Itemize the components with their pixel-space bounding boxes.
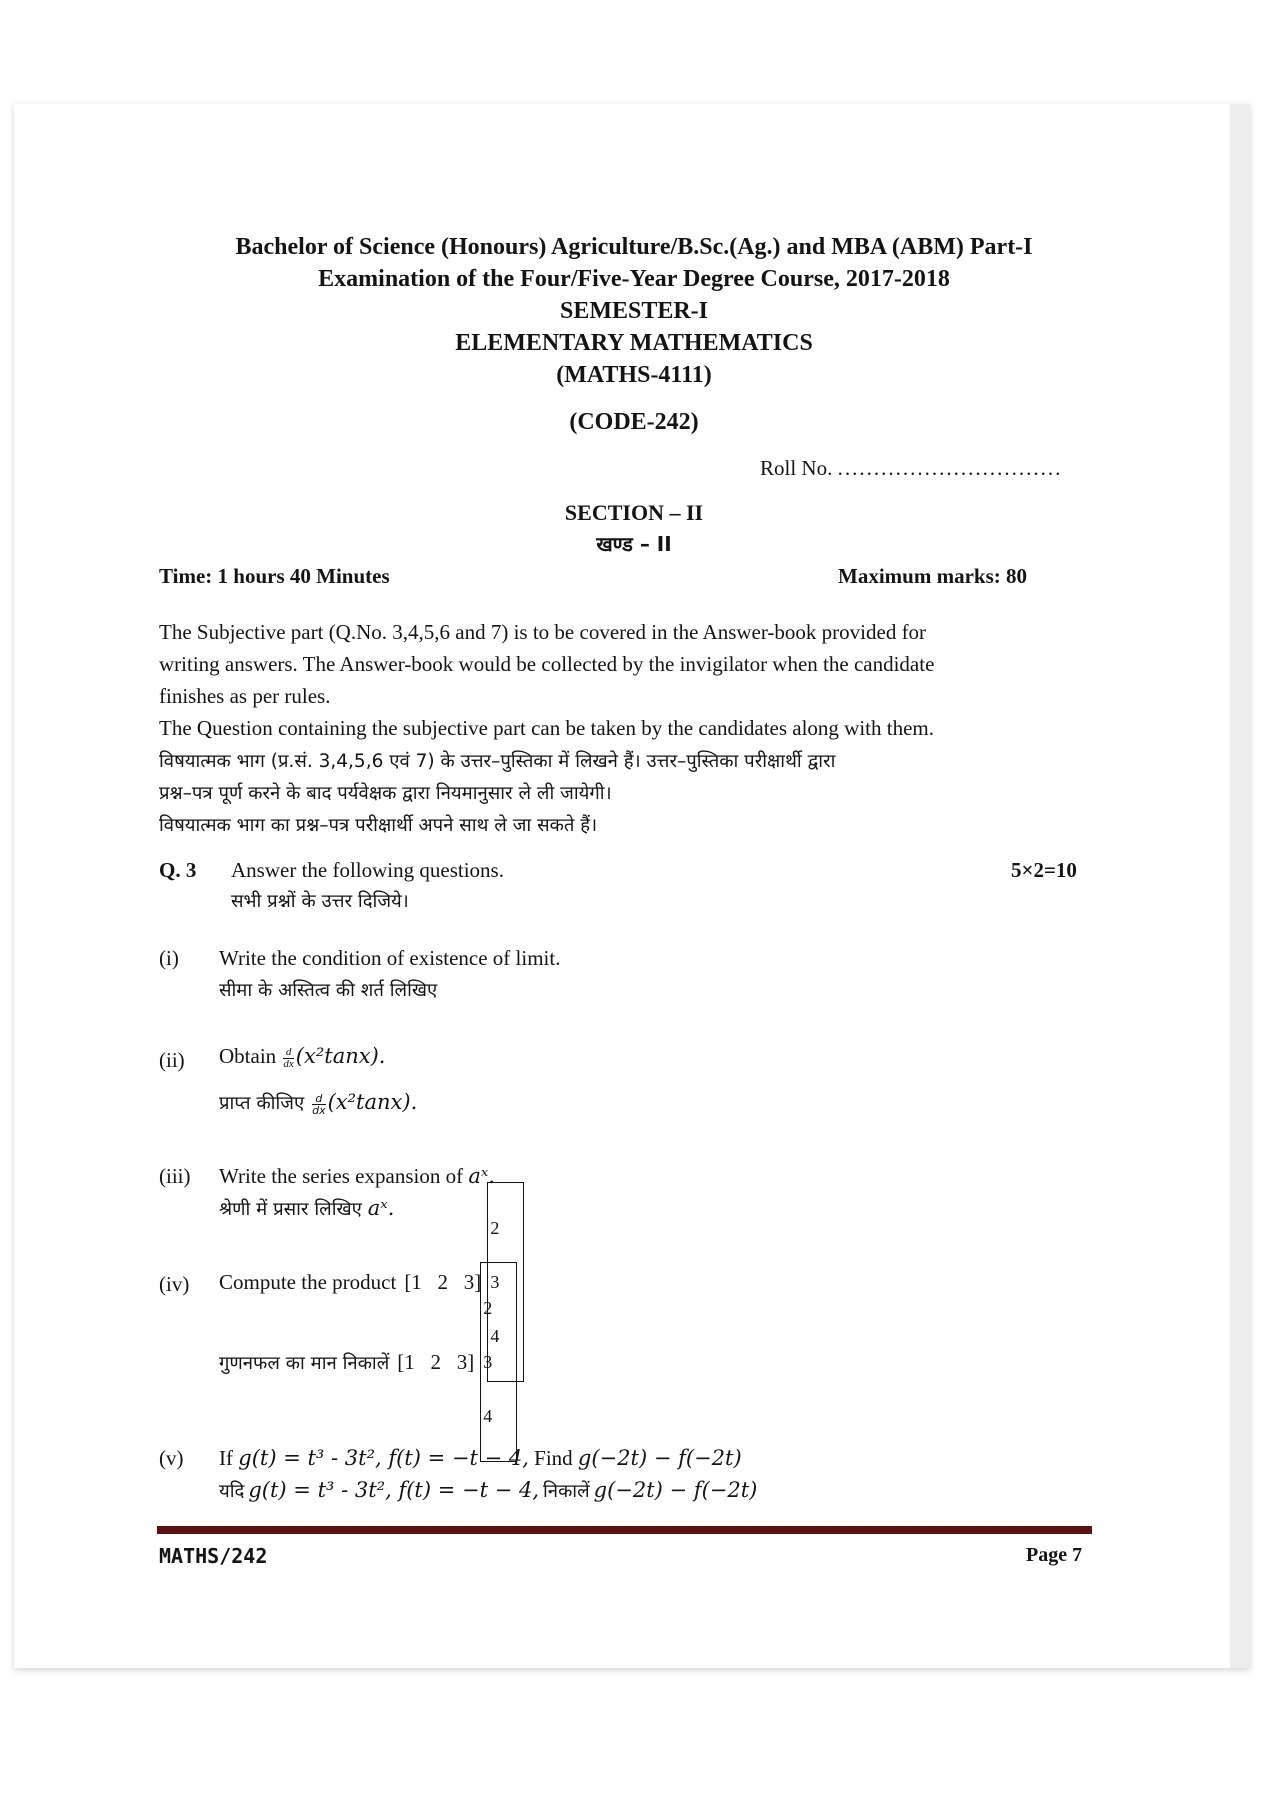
time-allowed: Time: 1 hours 40 Minutes — [159, 564, 390, 588]
row-vector-hi: [1 2 3] — [397, 1349, 475, 1374]
part-ii-hi-line — [219, 1090, 417, 1116]
part-iv-hi-line — [219, 1298, 512, 1426]
part-v-target: g(−2t) − f(−2t) — [577, 1446, 742, 1470]
part-iii-en-line — [219, 1164, 495, 1189]
part-iii-expression-hi: aˣ. — [367, 1196, 395, 1220]
part-v-find-hi: निकालें — [543, 1481, 590, 1502]
section-heading-en: SECTION – II — [564, 500, 704, 525]
roll-no-field — [760, 456, 1062, 481]
instruction-hi-1: विषयात्मक भाग (प्र.सं. 3,4,5,6 एवं 7) के उत्तर–पुस्तिका में लिखने हैं। उत्तर–पुस्तिका परीक्षार्थी द्वारा — [159, 751, 836, 772]
part-ii-en-line — [219, 1044, 385, 1070]
instruction-hi-2: प्रश्न–पत्र पूर्ण करने के बाद पर्यवेक्षक द्वारा नियमानुसार ले ली जायेगी। — [159, 783, 612, 804]
part-iii-en: Write the series expansion of — [219, 1164, 464, 1188]
column-vector-hi: 2 3 4 — [480, 1262, 512, 1462]
instruction-en-1: The Subjective part (Q.No. 3,4,5,6 and 7) is to be covered in the Answer-book provided for — [159, 620, 927, 644]
question-marks: 5×2=10 — [1011, 858, 1077, 882]
part-v-if: If — [219, 1446, 233, 1470]
part-i-hi: सीमा के अस्तित्व की शर्त लिखिए — [219, 980, 438, 1001]
part-iii-expression: aˣ. — [468, 1164, 495, 1188]
instruction-en-2: writing answers. The Answer-book would be collected by the invigilator when the candidate — [159, 652, 935, 676]
part-i-en: Write the condition of existence of limit. — [219, 946, 561, 970]
part-iii-hi: श्रेणी में प्रसार लिखिए — [219, 1199, 362, 1220]
part-ii-hi: प्राप्त कीजिए — [219, 1093, 305, 1114]
part-v-en-line — [219, 1446, 742, 1471]
part-iii-hi-line — [219, 1196, 394, 1221]
subject-heading: ELEMENTARY MATHEMATICS — [455, 330, 813, 356]
part-v-hi-line — [219, 1478, 757, 1503]
row-vector: [1 2 3] — [404, 1269, 482, 1294]
roll-no-dots: ............................... — [837, 456, 1063, 480]
roll-no-label: Roll No. — [760, 456, 833, 480]
instruction-hi-3: विषयात्मक भाग का प्रश्न–पत्र परीक्षार्थी अपने साथ ले जा सकते हैं। — [159, 815, 598, 836]
derivative-operator: $\frac{d}{dx}$ — [283, 1045, 294, 1070]
instruction-en-4: The Question containing the subjective part can be taken by the candidates along with them. — [159, 716, 935, 740]
part-number-v: (v) — [159, 1446, 184, 1470]
footer-rule — [157, 1526, 1092, 1534]
question-number: Q. 3 — [159, 858, 197, 882]
part-v-condition: g(t) = t³ - 3t², f(t) = −t − 4, — [238, 1446, 529, 1470]
part-v-if-hi: यदि — [219, 1481, 245, 1502]
page-number: Page 7 — [1026, 1544, 1083, 1566]
section-heading-hi: खण्ड – II — [596, 532, 672, 556]
part-number-ii: (ii) — [159, 1048, 185, 1072]
column-vector: 2 3 4 — [487, 1182, 519, 1382]
part-iv-hi: गुणनफल का मान निकालें — [219, 1352, 390, 1374]
derivative-operator-hi: $\frac{d}{dx}$ — [312, 1091, 326, 1117]
part-v-condition-hi: g(t) = t³ - 3t², f(t) = −t − 4, — [248, 1478, 540, 1502]
part-ii-expression-hi: (x²tanx). — [327, 1090, 418, 1114]
footer-code: MATHS/242 — [159, 1544, 268, 1568]
course-code-heading: (CODE-242) — [569, 409, 699, 435]
question-title-en: Answer the following questions. — [231, 858, 504, 882]
part-number-i: (i) — [159, 946, 179, 970]
paper-code-heading: (MATHS-4111) — [556, 362, 712, 388]
header-line-2: Examination of the Four/Five-Year Degree Course, 2017-2018 — [318, 266, 950, 292]
instruction-en-3: finishes as per rules. — [159, 684, 331, 708]
part-number-iii: (iii) — [159, 1164, 191, 1188]
part-ii-expression: (x²tanx). — [295, 1044, 386, 1068]
semester-heading: SEMESTER-I — [559, 298, 709, 324]
part-ii-en: Obtain — [219, 1044, 277, 1068]
maximum-marks: Maximum marks: 80 — [838, 564, 1027, 588]
part-iv-en: Compute the product — [219, 1269, 397, 1294]
part-number-iv: (iv) — [159, 1272, 190, 1296]
part-v-target-hi: g(−2t) − f(−2t) — [593, 1478, 758, 1502]
header-line-1: Bachelor of Science (Honours) Agriculture/B.Sc.(Ag.) and MBA (ABM) Part-I — [235, 234, 1033, 260]
part-v-find: Find — [534, 1446, 573, 1470]
question-title-hi: सभी प्रश्नों के उत्तर दिजिये। — [231, 891, 409, 912]
part-iv-en-line — [219, 1218, 519, 1346]
